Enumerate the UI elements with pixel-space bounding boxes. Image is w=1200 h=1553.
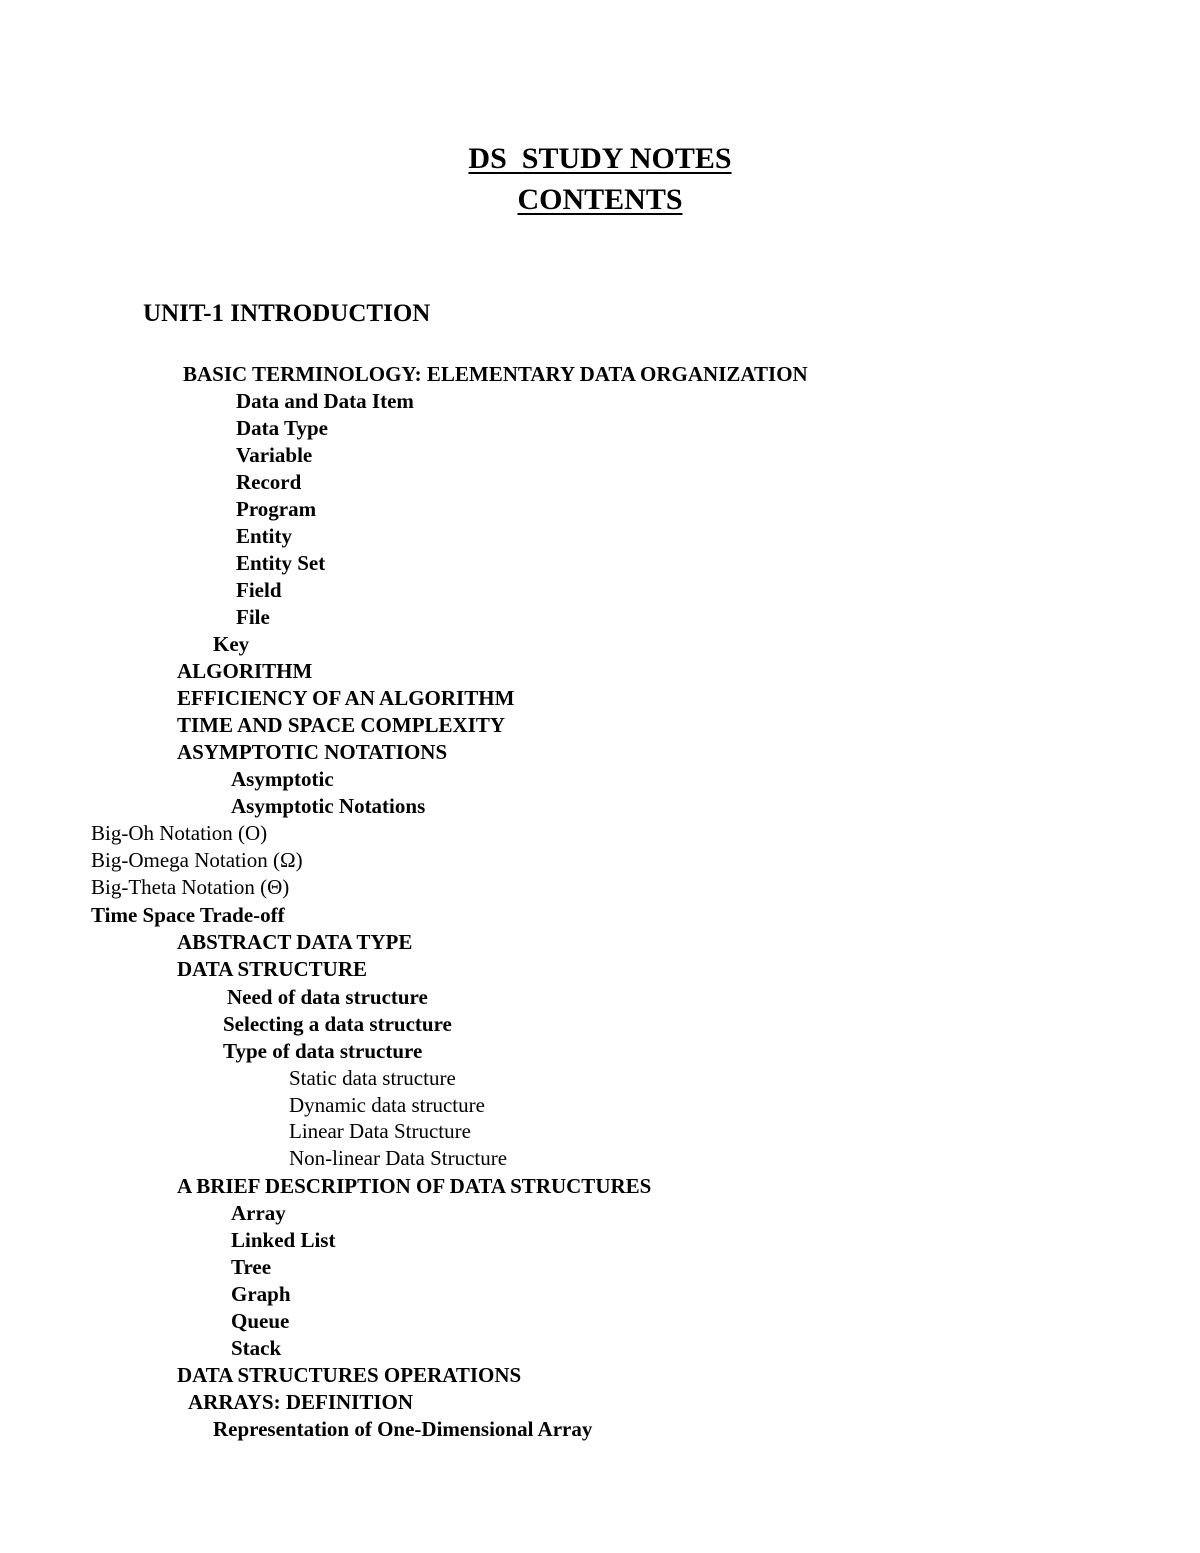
toc-entry: EFFICIENCY OF AN ALGORITHM [177, 686, 515, 710]
toc-entry: Tree [231, 1255, 272, 1279]
toc-entry: File [236, 605, 270, 629]
toc-entry: Asymptotic [231, 767, 334, 791]
toc-entry: Graph [231, 1282, 291, 1306]
toc-entry: ALGORITHM [177, 659, 313, 683]
toc-entry: Representation of One-Dimensional Array [213, 1417, 593, 1441]
toc-entry: Big-Oh Notation (O) [91, 821, 268, 845]
toc-entry: Need of data structure [227, 985, 428, 1009]
toc-entry: BASIC TERMINOLOGY: ELEMENTARY DATA ORGANIZATION [183, 362, 808, 386]
toc-entry: A BRIEF DESCRIPTION OF DATA STRUCTURES [177, 1174, 652, 1198]
toc-entry: Linked List [231, 1228, 336, 1252]
toc-entry: Program [236, 497, 317, 521]
toc-entry: Time Space Trade-off [91, 903, 285, 927]
toc-entry: Stack [231, 1336, 282, 1360]
toc-entry: Key [213, 632, 250, 656]
toc-entry: ARRAYS: DEFINITION [188, 1390, 414, 1414]
toc-entry: Entity Set [236, 551, 326, 575]
document-title: DS STUDY NOTES [468, 142, 732, 175]
contents-heading: CONTENTS [517, 183, 683, 216]
toc-entry: Dynamic data structure [289, 1093, 485, 1117]
toc-entry: DATA STRUCTURE [177, 957, 368, 981]
toc-entry: DATA STRUCTURES OPERATIONS [177, 1363, 522, 1387]
toc-entry: Big-Theta Notation (Θ) [91, 875, 290, 899]
unit-heading: UNIT-1 INTRODUCTION [143, 300, 431, 327]
toc-entry: Linear Data Structure [289, 1119, 471, 1143]
toc-entry: Type of data structure [223, 1039, 423, 1063]
toc-entry: Data and Data Item [236, 389, 414, 413]
toc-entry: Selecting a data structure [223, 1012, 452, 1036]
toc-entry: Static data structure [289, 1066, 456, 1090]
toc-entry: Queue [231, 1309, 290, 1333]
toc-entry: Variable [236, 443, 313, 467]
toc-entry: Record [236, 470, 302, 494]
toc-entry: ASYMPTOTIC NOTATIONS [177, 740, 448, 764]
toc-entry: Field [236, 578, 282, 602]
toc-entry: Non-linear Data Structure [289, 1146, 508, 1170]
toc-entry: Array [231, 1201, 286, 1225]
toc-entry: ABSTRACT DATA TYPE [177, 930, 413, 954]
toc-entry: Entity [236, 524, 293, 548]
toc-entry: Big-Omega Notation (Ω) [91, 848, 303, 872]
toc-entry: Data Type [236, 416, 328, 440]
toc-entry: Asymptotic Notations [231, 794, 426, 818]
toc-entry: TIME AND SPACE COMPLEXITY [177, 713, 506, 737]
